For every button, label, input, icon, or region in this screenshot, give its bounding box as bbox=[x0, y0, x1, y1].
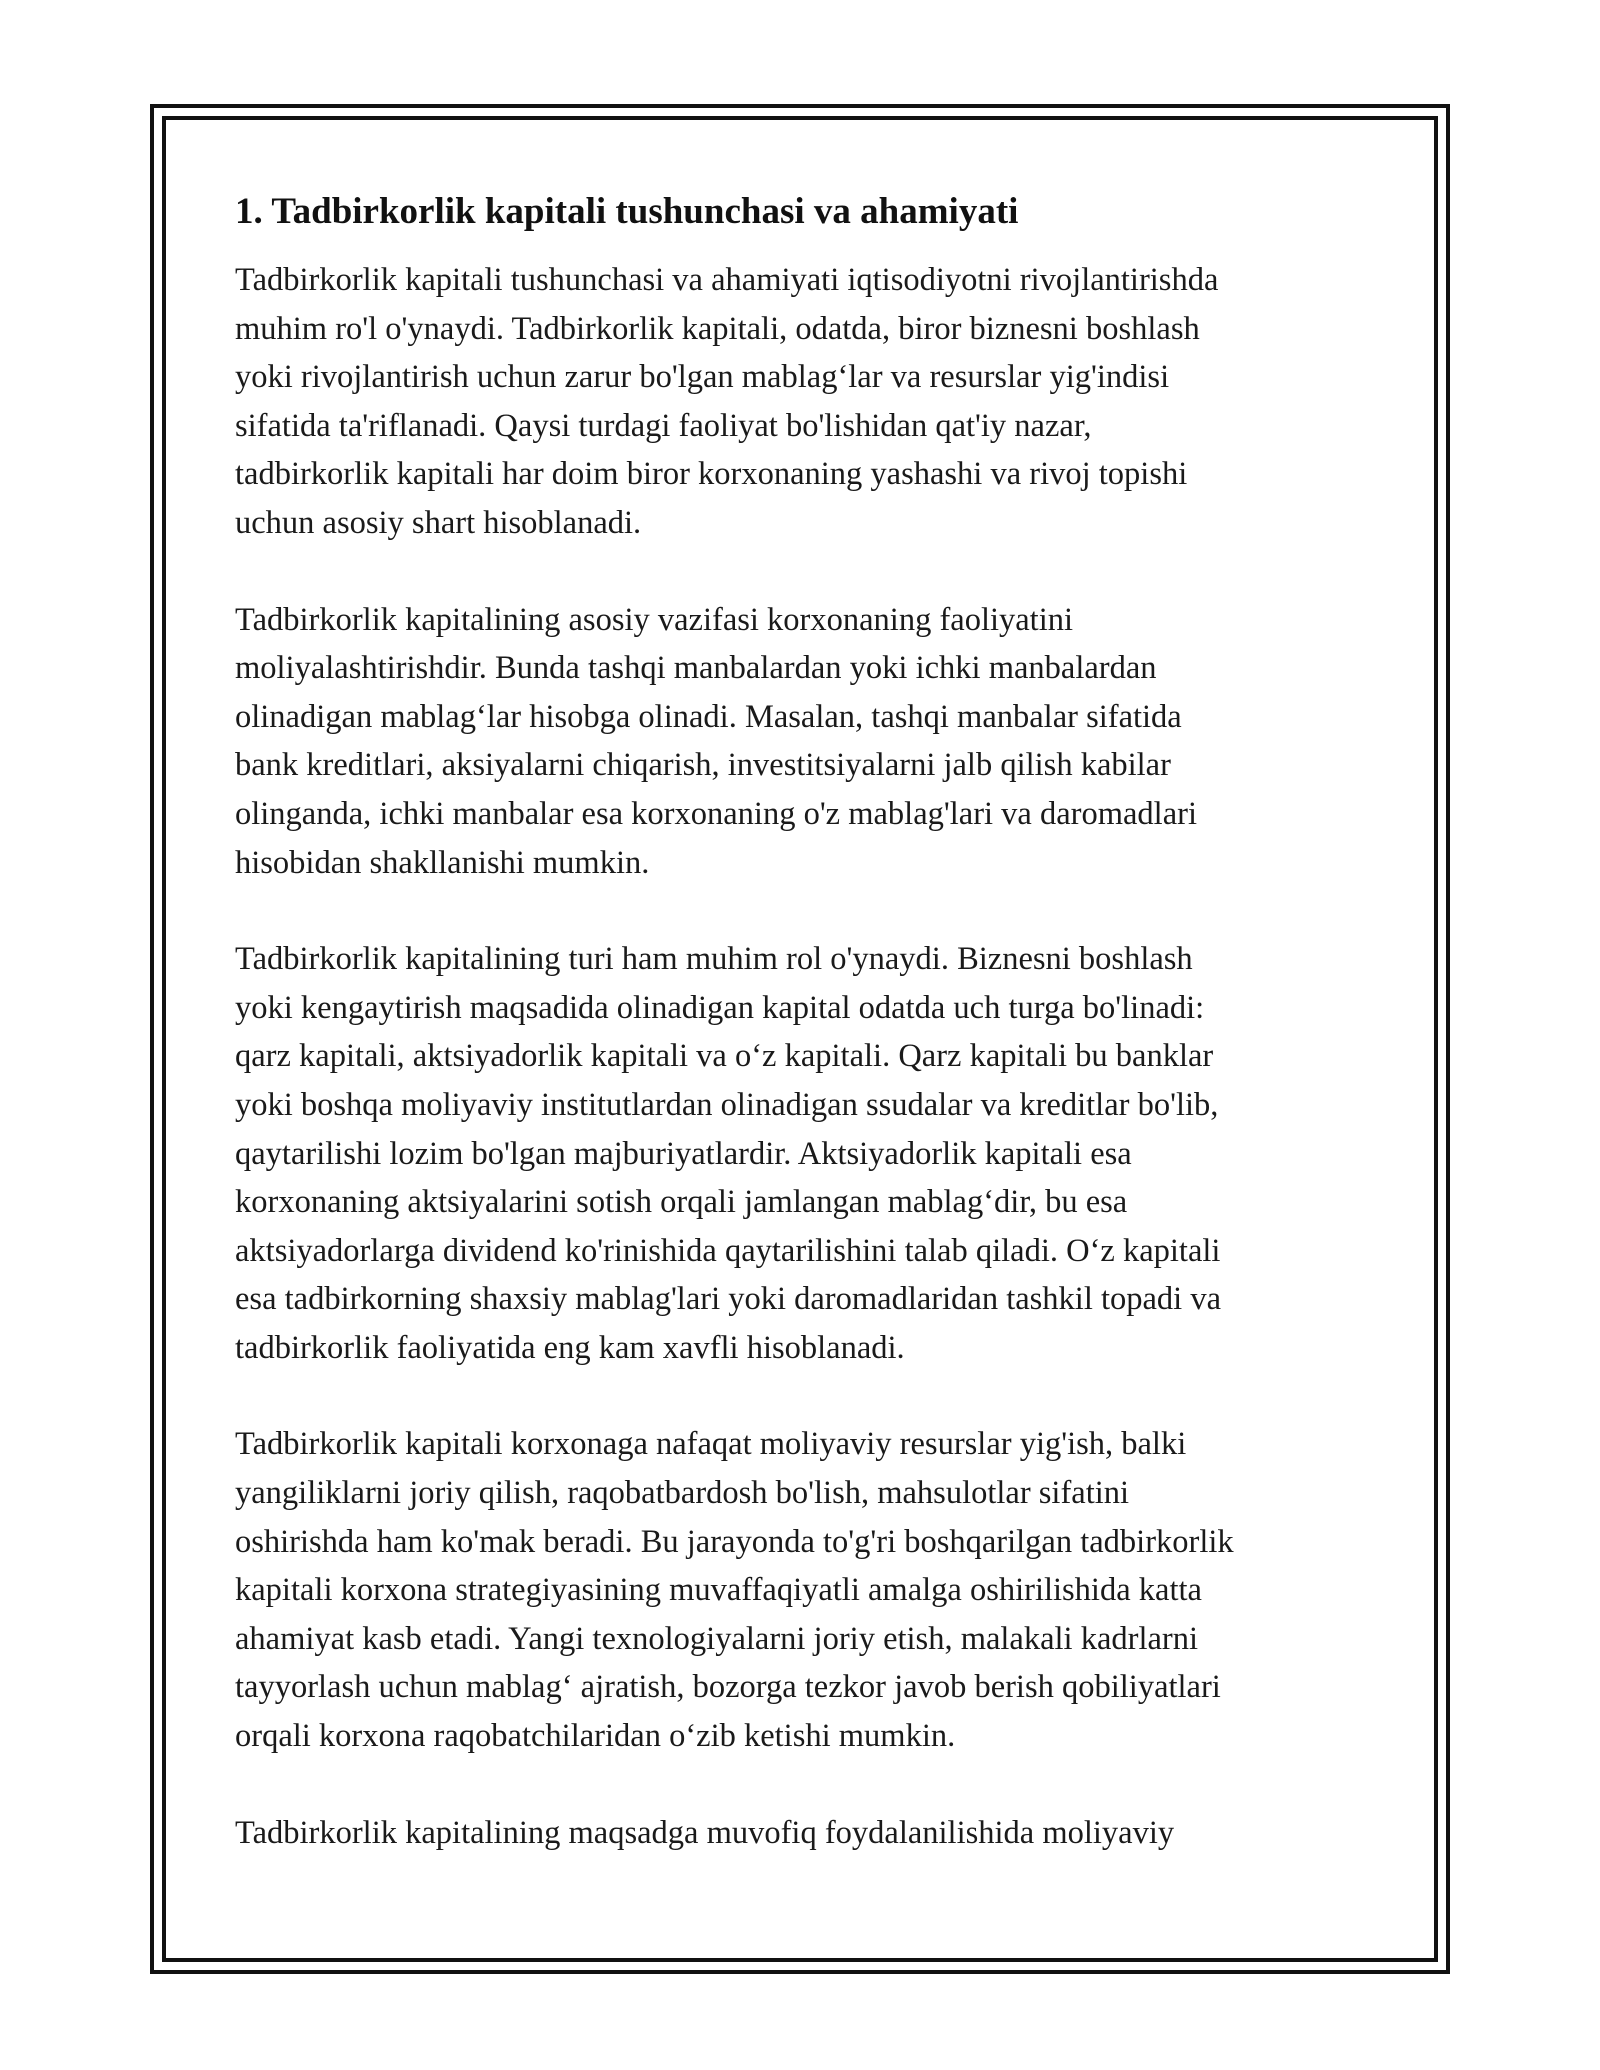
paragraph-2: Tadbirkorlik kapitalining asosiy vazifasi korxonaning faoliyatini moliyalashtirishdir. Bunda tashqi manbalardan yoki ichki manbalardan olinadigan mablag‘lar hisobga olinadi. Masalan, tashqi manbalar sifatida bank kreditlari, aksiyalarni chiqarish, investitsiyalarni jalb qilish kabilar olinganda, ichki manbalar esa korxonaning o'z mablag'lari va daromadlari hisobidan shakllanishi mumkin. bbox=[235, 601, 1197, 881]
paragraph-1: Tadbirkorlik kapitali tushunchasi va ahamiyati iqtisodiyotni rivojlantirishda muhim ro'l o'ynaydi. Tadbirkorlik kapitali, odatda, biror biznesni boshlash yoki rivojlantirish uchun zarur bo'lgan mablag‘lar va resurslar yig'indisi sifatida ta'riflanadi. Qaysi turdagi faoliyat bo'lishidan qat'iy nazar, tadbirkorlik kapitali har doim biror korxonaning yashashi va rivoj topishi uchun asosiy shart hisoblanadi. bbox=[235, 262, 1219, 541]
paragraph-4: Tadbirkorlik kapitali korxonaga nafaqat moliyaviy resurslar yig'ish, balki yangiliklarni joriy qilish, raqobatbardosh bo'lish, mahsulotlar sifatini oshirishda ham ko'mak beradi. Bu jarayonda to'g'ri boshqarilgan tadbirkorlik kapitali korxona strategiyasining muvaffaqiyatli amalga oshirilishida katta ahamiyat kasb etadi. Yangi texnologiyalarni joriy etish, malakali kadrlarni tayyorlash uchun mablag‘ ajratish, bozorga tezkor javob berish qobiliyatlari orqali korxona raqobatchilaridan o‘zib ketishi mumkin. bbox=[235, 1426, 1234, 1755]
document-body bbox=[235, 190, 1385, 1905]
paragraph-5: Tadbirkorlik kapitalining maqsadga muvofiq foydalanilishida moliyaviy bbox=[235, 1814, 1175, 1851]
paragraph-3: Tadbirkorlik kapitalining turi ham muhim rol o'ynaydi. Biznesni boshlash yoki kengaytirish maqsadida olinadigan kapital odatda uch turga bo'linadi: qarz kapitali, aktsiyadorlik kapitali va o‘z kapitali. Qarz kapitali bu banklar yoki boshqa moliyaviy institutlardan olinadigan ssudalar va kreditlar bo'lib, qaytarilishi lozim bo'lgan majburiyatlardir. Aktsiyadorlik kapitali esa korxonaning aktsiyalarini sotish orqali jamlangan mablag‘dir, bu esa aktsiyadorlarga dividend ko'rinishida qaytarilishini talab qiladi. O‘z kapitali esa tadbirkorning shaxsiy mablag'lari yoki daromadlaridan tashkil topadi va tadbirkorlik faoliyatida eng kam xavfli hisoblanadi. bbox=[235, 941, 1222, 1366]
section-heading: 1. Tadbirkorlik kapitali tushunchasi va ahamiyati bbox=[235, 191, 1019, 232]
